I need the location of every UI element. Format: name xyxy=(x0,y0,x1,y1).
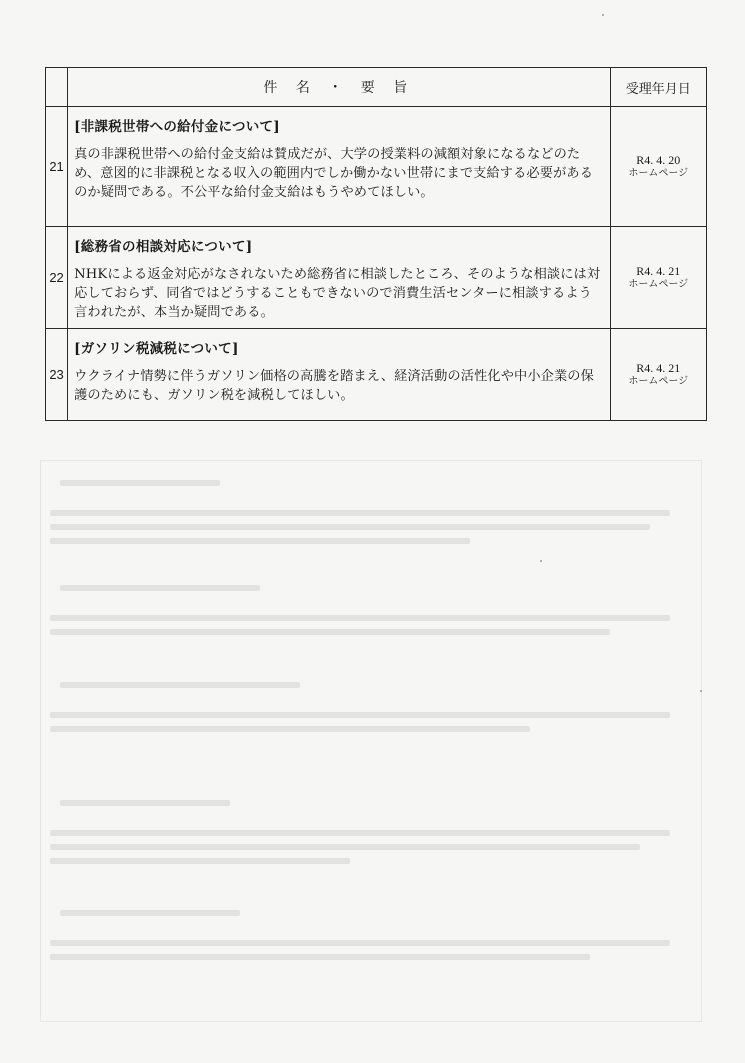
row-number: 22 xyxy=(46,227,68,329)
table-row xyxy=(46,329,707,421)
row-source: ホームページ xyxy=(628,279,689,290)
row-subject: [非課税世帯への給付金について] xyxy=(74,119,280,135)
header-subject: 件 名 ・ 要 旨 xyxy=(68,68,610,107)
table-header-row xyxy=(46,68,707,107)
row-date: R4. 4. 20 xyxy=(636,153,681,167)
reverse-side-bleed-through xyxy=(40,420,705,1020)
row-body: ウクライナ情勢に伴うガソリン価格の高騰を踏まえ、経済活動の活性化や中小企業の保護のためにも、ガソリン税を減税してほしい。 xyxy=(74,369,594,403)
scan-speck xyxy=(700,690,702,692)
row-date: R4. 4. 21 xyxy=(636,264,681,278)
scan-speck xyxy=(540,560,542,562)
row-number: 23 xyxy=(46,329,68,421)
row-date-cell xyxy=(610,329,706,421)
row-content xyxy=(68,329,610,421)
row-content xyxy=(68,227,610,329)
header-date: 受理年月日 xyxy=(610,68,706,107)
row-date-cell xyxy=(610,107,706,227)
row-subject: [ガソリン税減税について] xyxy=(74,341,239,357)
scan-speck xyxy=(602,14,604,16)
petition-table xyxy=(45,67,707,421)
table-row xyxy=(46,107,707,227)
row-subject: [総務省の相談対応について] xyxy=(74,239,253,255)
row-body: 真の非課税世帯への給付金支給は賛成だが、大学の授業料の減額対象になるなどのため、意図的に非課税となる収入の範囲内でしか働かない世帯にまで支給する必要があるのか疑問である。不公平な給付金支給はもうやめてほしい。 xyxy=(74,147,594,200)
row-date-cell xyxy=(610,227,706,329)
row-date: R4. 4. 21 xyxy=(636,361,681,375)
header-number xyxy=(46,68,68,107)
row-body: NHKによる返金対応がなされないため総務省に相談したところ、そのような相談には対応しておらず、同省ではどうすることもできないので消費生活センターに相談するよう言われたが、本当か疑問である。 xyxy=(74,267,601,320)
table-row xyxy=(46,227,707,329)
row-content xyxy=(68,107,610,227)
row-number: 21 xyxy=(46,107,68,227)
row-source: ホームページ xyxy=(628,168,689,179)
row-source: ホームページ xyxy=(628,376,689,387)
